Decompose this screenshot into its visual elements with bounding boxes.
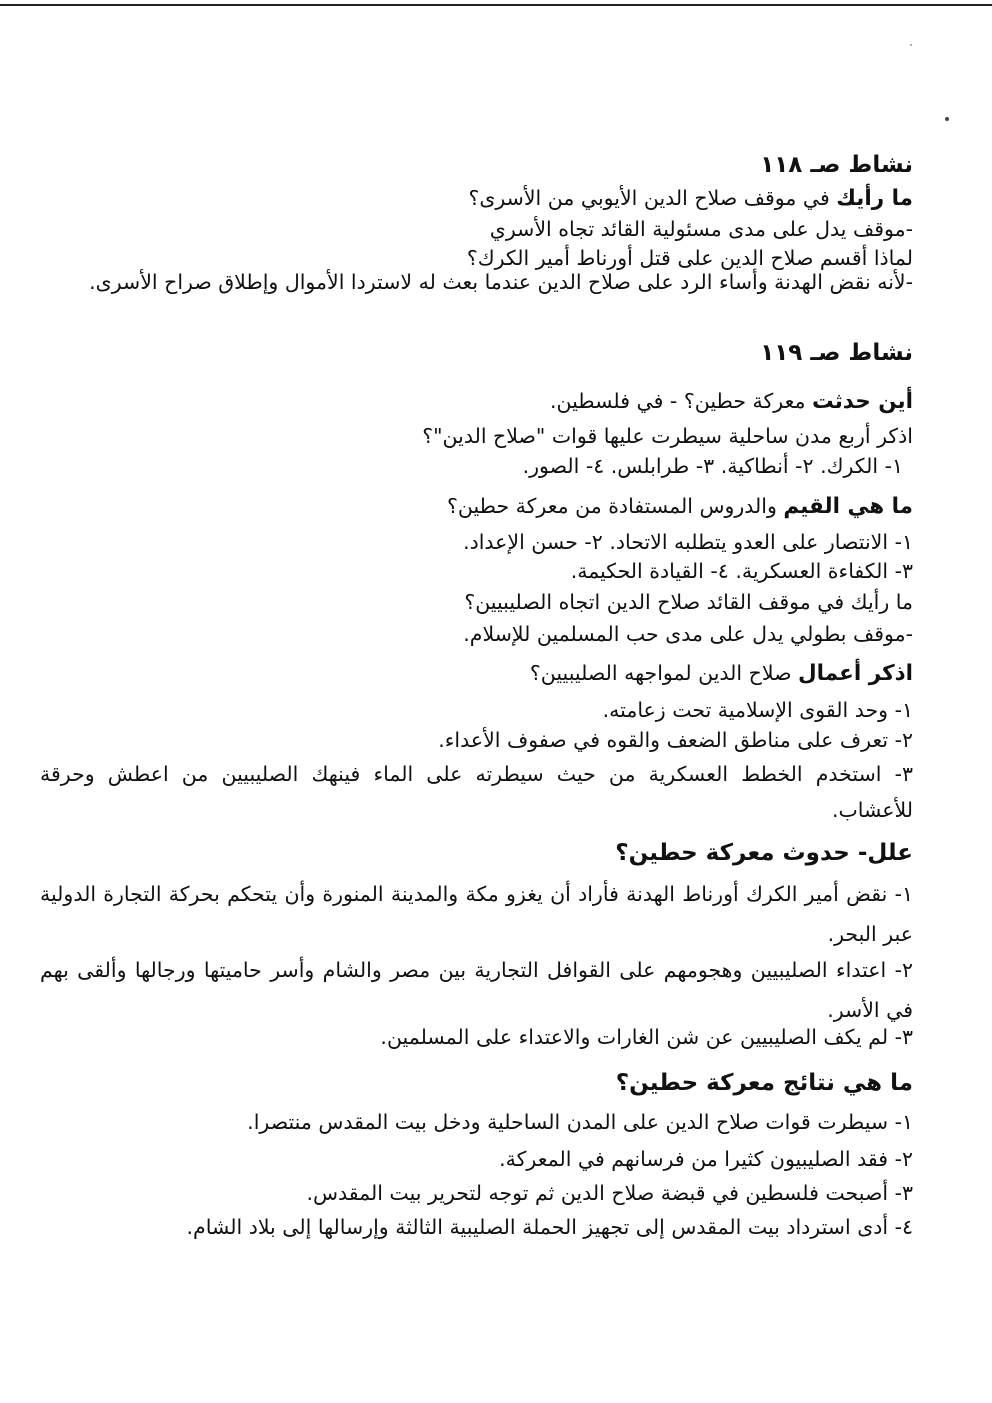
question-values-lessons <box>40 491 913 522</box>
results-heading: ما هي نتائج معركة حطين؟ <box>615 1070 913 1096</box>
question-coastal-cities: اذكر أربع مدن ساحلية سيطرت عليها قوات "صلاح الدين"؟ <box>422 424 913 448</box>
question-keyword: ما رأيك <box>836 186 913 211</box>
result-item-4: ٤- أدى استرداد بيت المقدس إلى تجهيز الحملة الصليبية الثالثة وإرسالها إلى بلاد الشام. <box>186 1215 913 1239</box>
answer-opinion-prisoners: -موقف يدل على مدى مسئولية القائد تجاه الأسري <box>489 217 913 241</box>
cause-item-1: ١- نقض أمير الكرك أورناط الهدنة فأراد أن يغزو مكة والمدينة المنورة وأن يتحكم بحركة التجارة الدولية عبر البحر. <box>40 882 913 946</box>
activity-118-heading: نشاط صـ ١١٨ <box>760 152 913 178</box>
question-saladin-actions <box>40 658 913 689</box>
question-text: معركة حطين؟ - في فلسطين. <box>550 389 812 413</box>
answer-coastal-cities: ١- الكرك. ٢- أنطاكية. ٣- طرابلس. ٤- الصور. <box>522 454 903 478</box>
question-keyword: اذكر أعمال <box>798 661 913 686</box>
question-text: صلاح الدين لمواجهه الصليبيين؟ <box>529 661 799 685</box>
question-opinion-prisoners <box>40 183 913 214</box>
scan-speck <box>910 44 912 46</box>
question-text: والدروس المستفادة من معركة حطين؟ <box>446 494 784 518</box>
question-where-battle <box>40 386 913 417</box>
causes-heading: علل- حدوث معركة حطين؟ <box>615 840 913 866</box>
answer-why-oath: -لأنه نقض الهدنة وأساء الرد على صلاح الدين عندما بعث له لاستردا الأموال وإطلاق صراح الأسرى. <box>89 270 913 294</box>
answer-actions-1: ١- وحد القوى الإسلامية تحت زعامته. <box>602 698 913 722</box>
cause-item-2: ٢- اعتداء الصليبيين وهجومهم على القوافل التجارية بين مصر والشام وأسر حاميتها ورجالها وألقى بهم في الأسر. <box>40 958 913 1022</box>
top-border-rule <box>0 4 992 6</box>
question-why-oath: لماذا أقسم صلاح الدين على قتل أورناط أمير الكرك؟ <box>466 246 913 270</box>
answer-values-2: ٣- الكفاءة العسكرية. ٤- القيادة الحكيمة. <box>570 559 913 583</box>
question-keyword: أين حدثت <box>811 389 913 414</box>
answer-values-1: ١- الانتصار على العدو يتطلبه الاتحاد. ٢- حسن الإعداد. <box>463 530 913 554</box>
result-item-2: ٢- فقد الصليبيون كثيرا من فرسانهم في المعركة. <box>499 1147 913 1171</box>
result-item-3: ٣- أصبحت فلسطين في قبضة صلاح الدين ثم توجه لتحرير بيت المقدس. <box>306 1181 913 1205</box>
activity-119-heading: نشاط صـ ١١٩ <box>760 340 913 366</box>
question-saladin-stance: ما رأيك في موقف القائد صلاح الدين اتجاه الصليبيين؟ <box>464 590 913 614</box>
scan-speck <box>945 117 949 121</box>
answer-actions-2: ٢- تعرف على مناطق الضعف والقوه في صفوف الأعداء. <box>438 728 913 752</box>
result-item-1: ١- سيطرت قوات صلاح الدين على المدن الساحلية ودخل بيت المقدس منتصرا. <box>247 1110 913 1134</box>
question-keyword: ما هي القيم <box>783 494 913 519</box>
cause-item-3: ٣- لم يكف الصليبيين عن شن الغارات والاعتداء على المسلمين. <box>380 1025 913 1049</box>
answer-saladin-stance: -موقف بطولي يدل على مدى حب المسلمين للإسلام. <box>463 622 913 646</box>
question-text: في موقف صلاح الدين الأيوبي من الأسرى؟ <box>468 186 837 210</box>
answer-actions-3: ٣- استخدم الخطط العسكرية من حيث سيطرته على الماء فينهك الصليبيين من اعطش وحرقة للأعشاب. <box>40 762 913 822</box>
